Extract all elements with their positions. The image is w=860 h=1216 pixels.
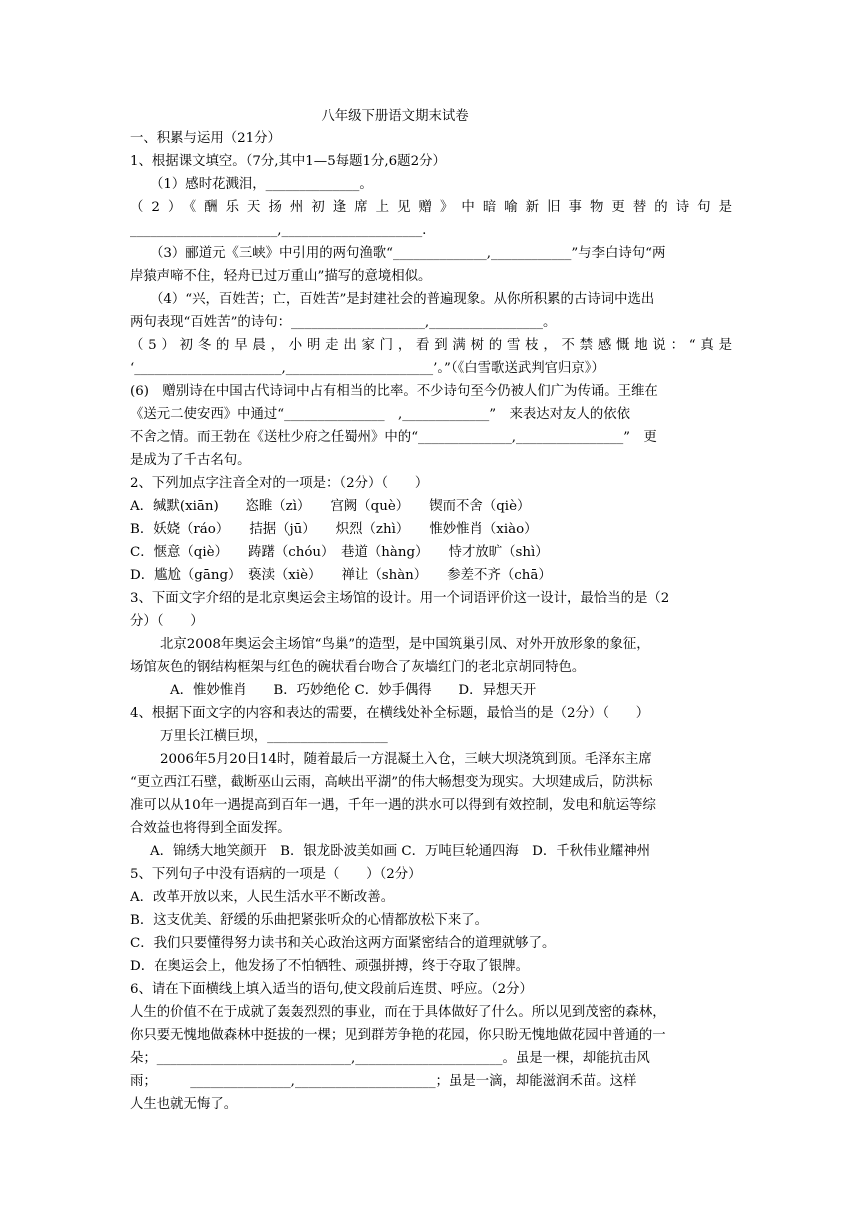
question-6-passage: 你只要无愧地做森林中挺拔的一棵；见到群芳争艳的花园，你只盼无愧地做花园中普通的一 bbox=[130, 1028, 666, 1043]
question-3-prompt: 3、下面文字介绍的是北京奥运会主场馆的设计。用一个词语评价这一设计，最恰当的是（2 bbox=[130, 591, 670, 606]
question-4-passage: 2006年5月20日14时，随着最后一方混凝土入仓，三峡大坝浇筑到顶。毛泽东主席 bbox=[160, 752, 652, 767]
question-5-option-d: D．在奥运会上，他发扬了不怕牺牲、顽强拼搏，终于夺取了银牌。 bbox=[130, 959, 530, 974]
question-1-3: （3）郦道元《三峡》中引用的两句渔歌“______________,____________”与李白诗句“两 bbox=[150, 246, 666, 261]
question-6-passage: 雨； _______________,_____________________；虽是一滴，却能滋润禾苗。这样 bbox=[130, 1074, 637, 1089]
question-4-prompt: 4、根据下面文字的内容和表达的需要，在横线处补全标题，最恰当的是（2分）（ ） bbox=[130, 706, 650, 721]
question-4-title-blank: 万里长江横巨坝，__________________ bbox=[160, 729, 388, 744]
question-1-6: (6) 赠别诗在中国古代诗词中占有相当的比率。不少诗句至今仍被人们广为传诵。王维在 bbox=[130, 384, 658, 399]
question-2-option-c: C．惬意（qiè） 踌躇（chóu） 巷道（hàng） 恃才放旷（shì） bbox=[130, 545, 549, 560]
question-1-6-cont: 不舍之情。而王勃在《送杜少府之任蜀州》中的“______________,________________” 更 bbox=[130, 430, 657, 445]
question-2-option-a: A．缄默(xiān) 恣睢（zì） 宫阙（què） 锲而不舍（qiè） bbox=[130, 499, 531, 514]
question-1-5: （5）初冬的早晨，小明走出家门，看到满树的雪枝，不禁感慨地说：“真是 bbox=[130, 338, 732, 353]
page-title: 八年级下册语文期末试卷 bbox=[321, 109, 469, 124]
question-4-options: A．锦绣大地笑颜开 B．银龙卧波美如画 C．万吨巨轮通四海 D．千秋伟业耀神州 bbox=[150, 844, 651, 859]
question-2-option-b: B．妖娆（ráo） 拮据（jū） 炽烈（zhì） 惟妙惟肖（xiào） bbox=[130, 522, 538, 537]
question-1-4: （4）“兴，百姓苦；亡，百姓苦”是封建社会的普遍现象。从你所积累的古诗词中选出 bbox=[150, 292, 655, 307]
question-3-prompt-cont: 分）（ ） bbox=[130, 614, 204, 629]
question-1-3-cont: 岸猿声啼不住，轻舟已过万重山”描写的意境相似。 bbox=[130, 269, 432, 284]
question-4-passage: 准可以从10年一遇提高到百年一遇，千年一遇的洪水可以得到有效控制，发电和航运等综 bbox=[130, 798, 656, 813]
question-1-1: （1）感时花溅泪，______________。 bbox=[150, 177, 373, 192]
question-1-2-blanks: ______________________,_____________________. bbox=[130, 223, 427, 238]
question-4-passage: “更立西江石壁，截断巫山云雨，高峡出平湖”的伟大畅想变为现实。大坝建成后，防洪标 bbox=[130, 775, 653, 790]
question-3-options: A．惟妙惟肖 B．巧妙绝伦 C．妙手偶得 D．异想天开 bbox=[170, 683, 537, 698]
question-5-option-b: B．这支优美、舒缓的乐曲把紧张听众的心情都放松下来了。 bbox=[130, 913, 488, 928]
question-1-4-cont: 两句表现“百姓苦”的诗句：____________________,_________________。 bbox=[130, 315, 557, 330]
question-6-prompt: 6、请在下面横线上填入适当的语句,使文段前后连贯、呼应。（2分） bbox=[130, 982, 533, 997]
question-2-option-d: D．尴尬（gāng） 亵渎（xiè） 禅让（shàn） 参差不齐（chā） bbox=[130, 568, 552, 583]
question-1-2: （2）《酬乐天扬州初逢席上见赠》中暗喻新旧事物更替的诗句是 bbox=[130, 200, 732, 215]
question-2-prompt: 2、下列加点字注音全对的一项是：（2分）（ ） bbox=[130, 476, 429, 491]
question-1-6-cont: 《送元二使安西》中通过“_______________ ,_____________” 来表达对友人的依依 bbox=[130, 407, 631, 422]
question-5-prompt: 5、下列句子中没有语病的一项是（ ）（2分） bbox=[130, 867, 422, 882]
question-4-passage: 合效益也将得到全面发挥。 bbox=[130, 821, 291, 836]
question-1-prompt: 1、根据课文填空。（7分,其中1—5每题1分,6题2分） bbox=[130, 154, 446, 169]
question-1-5-cont: ‘______________________,______________________’。”（《白雪歌送武判官归京》） bbox=[130, 361, 605, 376]
question-3-passage: 场馆灰色的钢结构框架与红色的碗状看台吻合了灰墙红门的老北京胡同特色。 bbox=[130, 660, 586, 675]
question-6-passage: 人生的价值不在于成就了轰轰烈烈的事业，而在于具体做好了什么。所以见到茂密的森林， bbox=[130, 1005, 666, 1020]
section-heading: 一、积累与运用（21分） bbox=[130, 131, 281, 146]
question-5-option-c: C．我们只要懂得努力读书和关心政治这两方面紧密结合的道理就够了。 bbox=[130, 936, 556, 951]
question-6-passage: 朵；_____________________________,______________________。虽是一棵，却能抗击风 bbox=[130, 1051, 650, 1066]
question-5-option-a: A．改革开放以来，人民生活水平不断改善。 bbox=[130, 890, 395, 905]
question-1-6-cont: 是成为了千古名句。 bbox=[130, 453, 251, 468]
question-6-passage: 人生也就无悔了。 bbox=[130, 1097, 238, 1112]
question-3-passage: 北京2008年奥运会主场馆“鸟巢”的造型，是中国筑巢引凤、对外开放形象的象征， bbox=[160, 637, 650, 652]
